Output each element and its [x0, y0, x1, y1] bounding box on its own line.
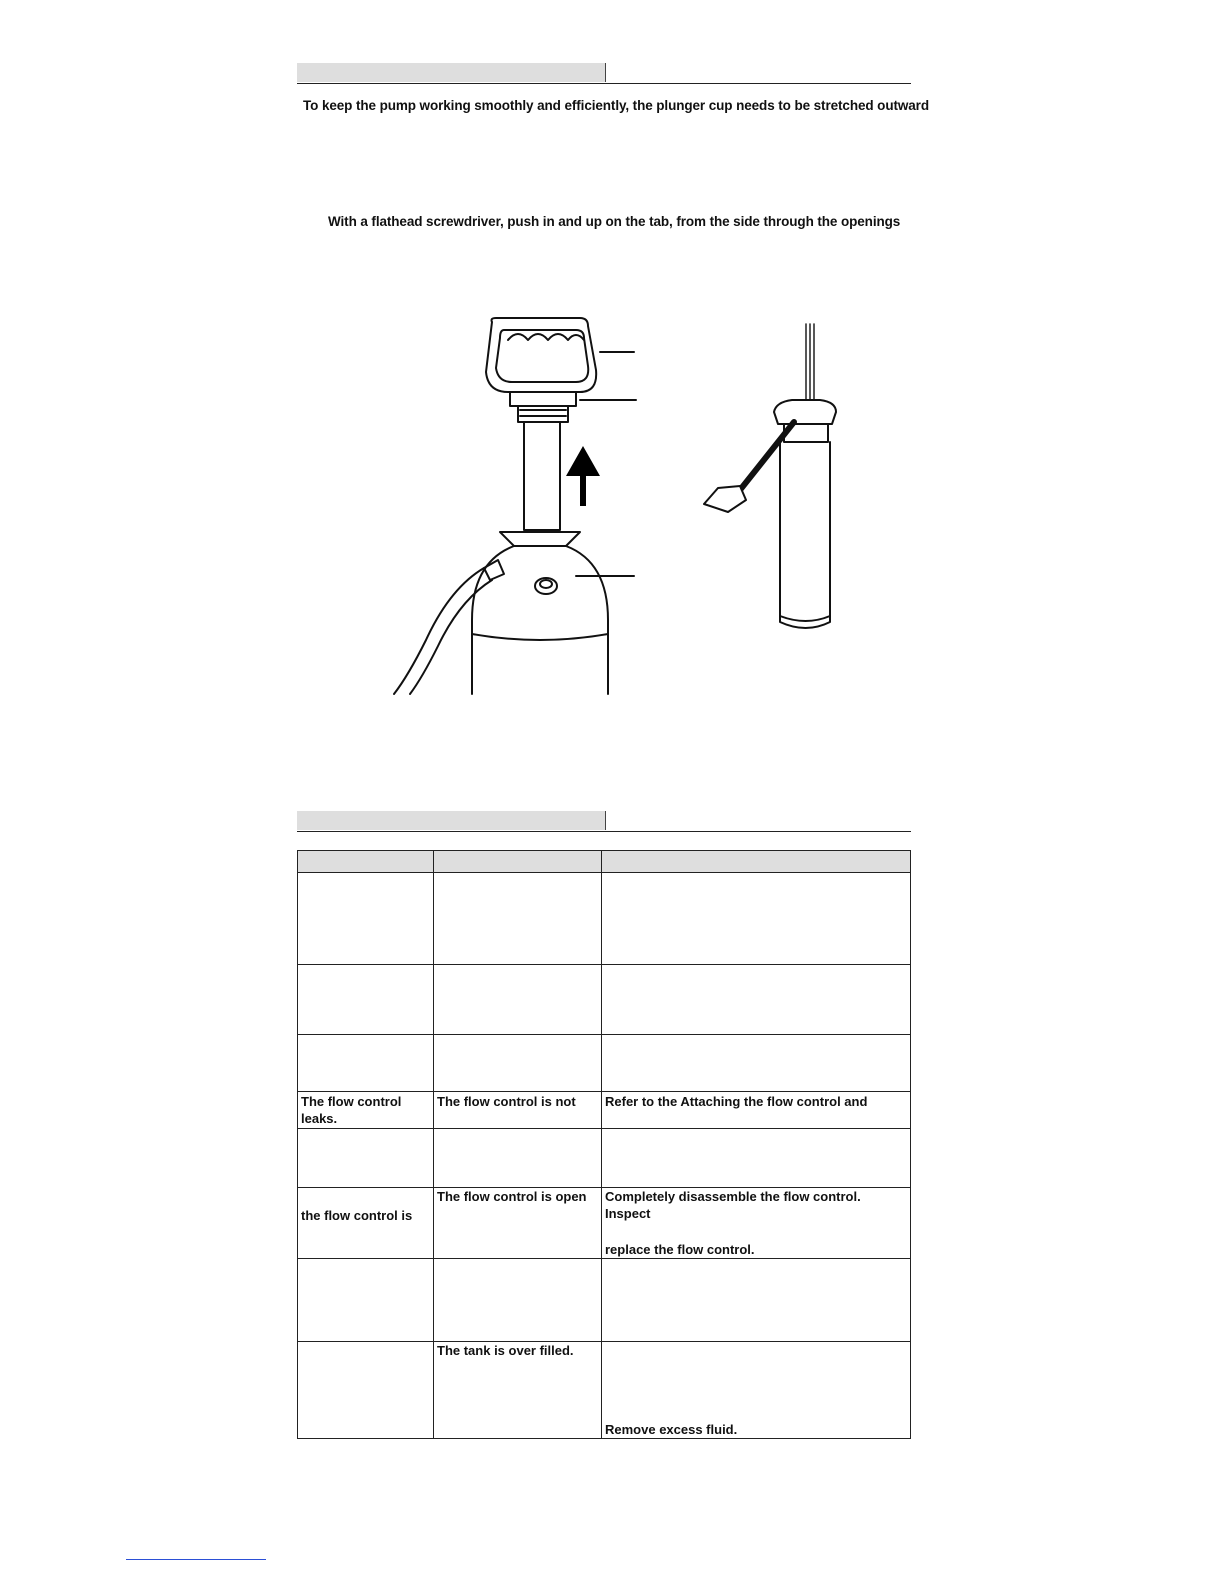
table-row	[298, 873, 911, 965]
cell-solution-line-2: replace the flow control.	[605, 1242, 755, 1257]
cell-cause	[434, 965, 602, 1035]
cell-problem	[298, 1342, 434, 1439]
cell-problem	[298, 965, 434, 1035]
cell-solution: Refer to the Attaching the flow control and	[602, 1092, 911, 1129]
maintenance-step-text: With a flathead screwdriver, push in and up on the tab, from the side through the openings	[328, 214, 901, 229]
cell-problem	[298, 873, 434, 965]
plunger-cylinder	[780, 442, 830, 628]
tank-body	[472, 546, 608, 694]
plunger-tube	[524, 422, 560, 530]
up-arrow-icon	[566, 446, 600, 506]
cell-cause: The flow control is open	[434, 1188, 602, 1259]
cell-cause: The flow control is not	[434, 1092, 602, 1129]
tank-neck	[500, 532, 580, 546]
cell-problem	[298, 1035, 434, 1092]
header-cause	[434, 851, 602, 873]
cell-solution	[602, 1188, 911, 1259]
pump-collar	[510, 392, 576, 406]
cell-cause: The tank is over filled.	[434, 1342, 602, 1439]
table-row	[298, 1035, 911, 1092]
cell-cause	[434, 873, 602, 965]
footer-link-underline[interactable]	[126, 1558, 266, 1560]
cell-solution	[602, 873, 911, 965]
cell-solution-text: Remove excess fluid.	[605, 1422, 738, 1437]
cell-problem	[298, 1188, 434, 1259]
cell-solution-line-1: Completely disassemble the flow control. Inspect	[605, 1189, 861, 1221]
table-row	[298, 1092, 911, 1129]
cell-problem-text: the flow control is	[301, 1208, 413, 1223]
section-header-bar	[297, 811, 606, 830]
screwdriver	[740, 422, 794, 490]
table-header-row	[298, 851, 911, 873]
table-row	[298, 965, 911, 1035]
table-row	[298, 1129, 911, 1188]
cell-problem	[298, 1259, 434, 1342]
table-row	[298, 1259, 911, 1342]
header-solution	[602, 851, 911, 873]
cell-problem	[298, 1129, 434, 1188]
cell-cause	[434, 1129, 602, 1188]
cell-cause	[434, 1035, 602, 1092]
pump-illustration	[380, 300, 860, 700]
section-header-maintenance	[297, 63, 911, 84]
cell-solution	[602, 1129, 911, 1188]
cell-solution	[602, 1035, 911, 1092]
cell-solution	[602, 965, 911, 1035]
cell-solution	[602, 1259, 911, 1342]
maintenance-intro-text: To keep the pump working smoothly and efficiently, the plunger cup needs to be stretched outward	[303, 98, 929, 113]
cell-solution	[602, 1342, 911, 1439]
section-header-troubleshooting	[297, 811, 911, 832]
troubleshooting-table	[297, 850, 911, 1439]
table-row	[298, 1188, 911, 1259]
header-problem	[298, 851, 434, 873]
cell-problem: The flow control leaks.	[298, 1092, 434, 1129]
table-row	[298, 1342, 911, 1439]
section-header-bar	[297, 63, 606, 82]
cell-cause	[434, 1259, 602, 1342]
hose	[394, 568, 484, 694]
